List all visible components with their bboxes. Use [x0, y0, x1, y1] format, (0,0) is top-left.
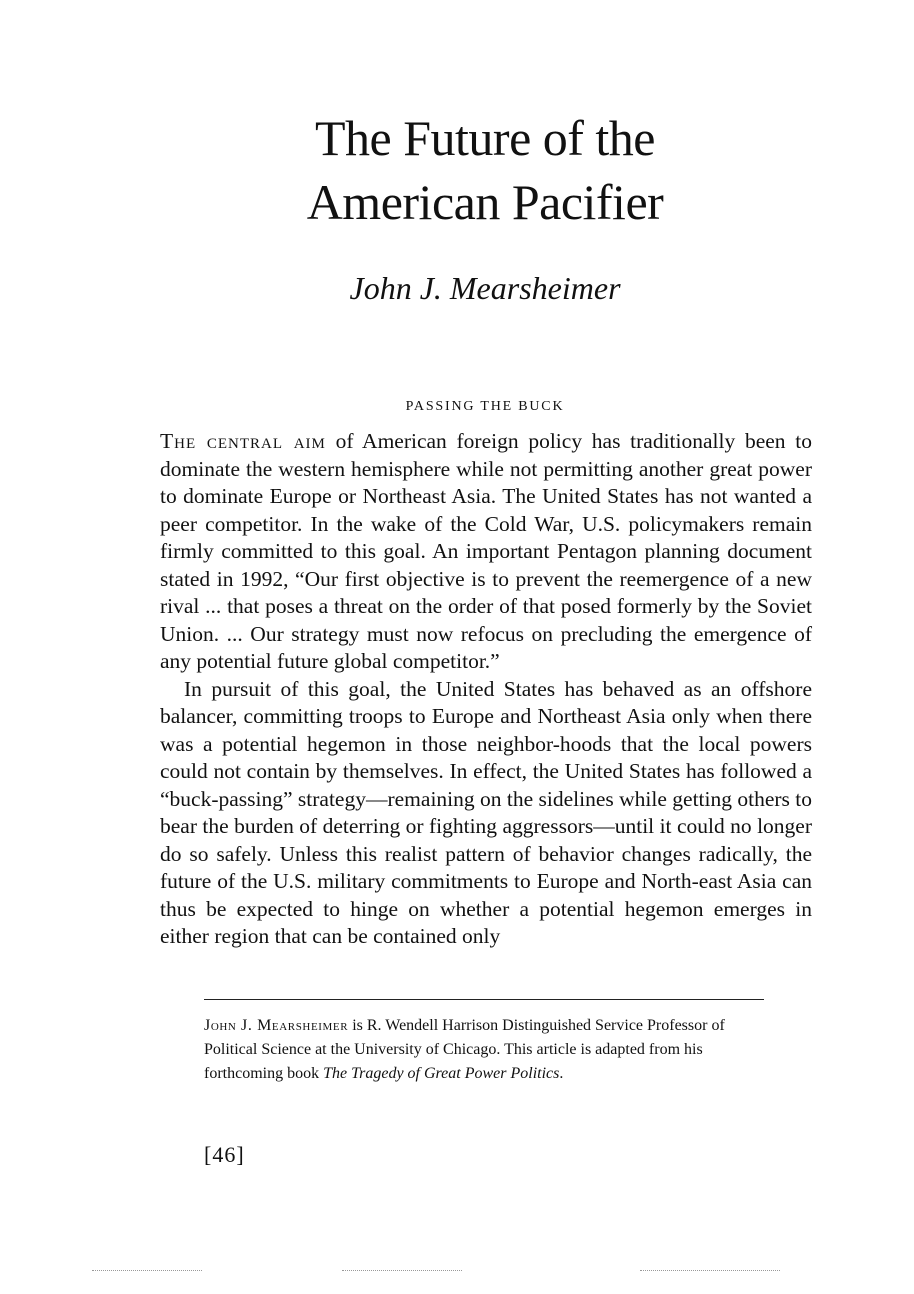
paragraph-1-text: of American foreign policy has traditionally been to dominate the western hemisphere while not permitting another great power to dominate Europe or Northeast Asia. The United States has not wanted a peer competitor. In the wake of the Cold War, U.S. policymakers remain firmly committed to this goal. An important Pentagon planning document stated in 1992, “Our first objective is to prevent the reemergence of a new rival ... that poses a threat on the order of that posed formerly by the Soviet Union. ... Our strategy must now refocus on precluding the emergence of any potential future global competitor.” [160, 429, 812, 673]
paragraph-2: In pursuit of this goal, the United States has behaved as an offshore balancer, committing troops to Europe and Northeast Asia only when there was a potential hegemon in those neighbor-hoods that the local powers could not contain by themselves. In effect, the United States has followed a “buck-passing” strategy—remaining on the sidelines while getting others to bear the burden of deterring or fighting aggressors—until it could no longer do so safely. Unless this realist pattern of behavior changes radically, the future of the U.S. military commitments to Europe and North-east Asia can thus be expected to hinge on whether a potential hegemon emerges in either region that can be contained only [160, 676, 813, 948]
footnote-divider [204, 999, 764, 1000]
article-author: John J. Mearsheimer [349, 270, 621, 306]
footnote-author-name: John J. Mearsheimer [204, 1017, 349, 1034]
scan-artifact [92, 1270, 202, 1271]
scan-artifact [342, 1270, 462, 1271]
paragraph-1 [160, 428, 812, 676]
article-title [160, 106, 810, 234]
scan-artifact [640, 1270, 780, 1271]
title-line-2: American Pacifier [306, 174, 664, 230]
section-heading: PASSING THE BUCK [405, 399, 565, 414]
footnote-end: . [559, 1065, 564, 1082]
article-body [160, 428, 812, 951]
footnote-book-title: The Tragedy of Great Power Politics [323, 1065, 560, 1082]
page-number: [46] [204, 1142, 245, 1167]
footnote-bio: is R. Wendell Harrison Distinguished Service Professor of Political Science at the University of Chicago. This article is adapted from his forthcoming book [204, 1017, 725, 1082]
author-footnote [204, 1014, 764, 1086]
title-line-1: The Future of the [314, 110, 655, 166]
paragraph-1-lead: The central aim [160, 429, 326, 453]
